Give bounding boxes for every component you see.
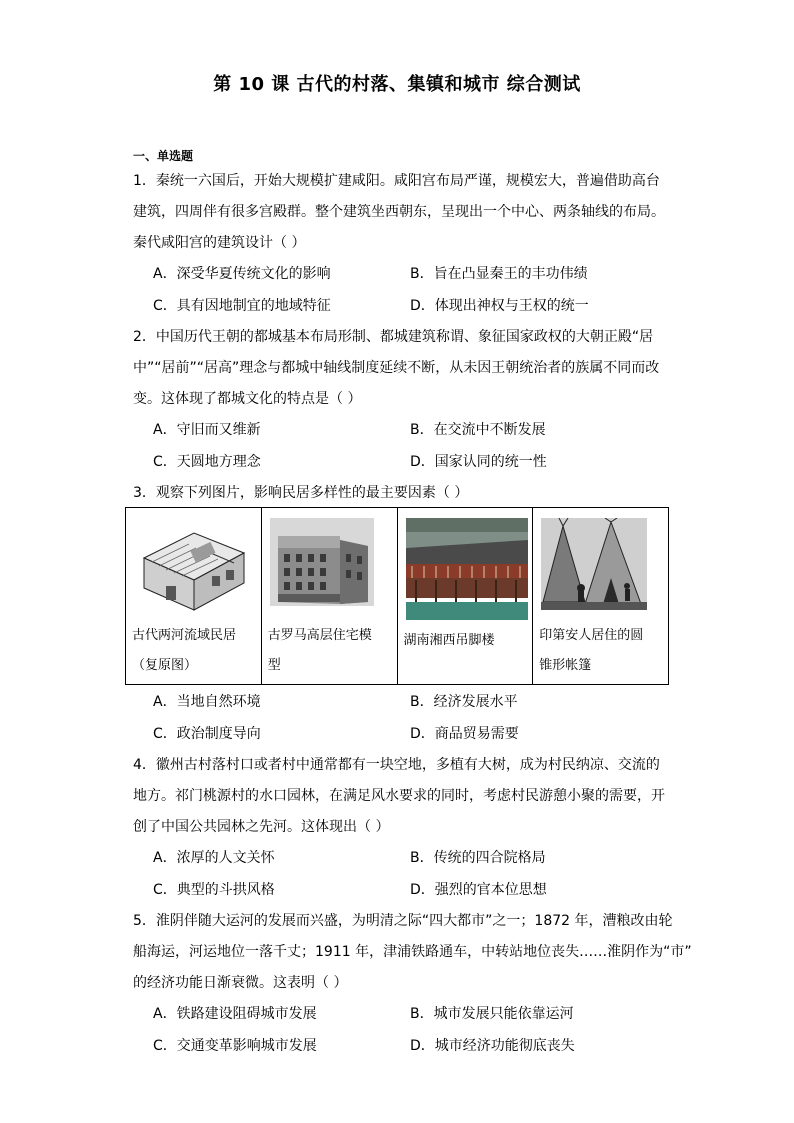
caption-3-line-1: 湖南湘西吊脚楼 [403,633,495,648]
question-4-line-1: 4．徽州古村落村口或者村中通常都有一块空地，多植有大树，成为村民纳凉、交流的 [133,757,660,773]
question-5-option-b: B．城市发展只能依靠运河 [410,1006,574,1022]
question-5-option-c: C．交通变革影响城市发展 [153,1038,317,1054]
question-2-option-c: C．天圆地方理念 [153,454,261,470]
caption-2-line-2: 型 [267,658,281,673]
question-5-line-2: 船海运，河运地位一落千丈；1911 年，津浦铁路通车，中转站地位丧失……淮阴作为“市” [133,944,692,960]
question-1-option-d: D．体现出神权与王权的统一 [410,298,589,314]
picture-cell-2 [261,508,397,685]
picture-cell-1 [126,508,262,685]
question-3-option-d: D．商品贸易需要 [410,726,519,742]
question-2-option-b: B．在交流中不断发展 [410,422,546,438]
roman-building-model-icon [270,518,374,606]
question-3-option-b: B．经济发展水平 [410,694,518,710]
caption-1-line-1: 古代两河流域民居 [132,628,237,643]
ancient-house-drawing-icon [134,518,252,616]
question-2-option-a: A．守旧而又维新 [153,422,261,438]
picture-caption-1 [132,621,252,681]
question-5-option-a: A．铁路建设阻碍城市发展 [153,1006,317,1022]
picture-caption-3 [404,626,524,656]
question-4-option-d: D．强烈的官本位思想 [410,882,547,898]
question-1-line-2: 建筑，四周伴有很多宫殿群。整个建筑坐西朝东，呈现出一个中心、两条轴线的布局。 [133,204,665,220]
question-3-option-a: A．当地自然环境 [153,694,261,710]
question-3-option-c: C．政治制度导向 [153,726,261,742]
question-2-line-3: 变。这体现了都城文化的特点是（ ） [133,391,362,407]
question-5-line-1: 5．淮阴伴随大运河的发展而兴盛，为明清之际“四大都市”之一；1872 年，漕粮改由轮 [133,913,673,929]
stilt-house-photo-icon [406,518,528,620]
question-2-line-2: 中”“居前”“居高”理念与都城中轴线制度延续不断，从未因王朝统治者的族属不同而改 [133,360,660,376]
question-4-option-a: A．浓厚的人文关怀 [153,850,275,866]
caption-1-line-2: （复原图） [132,658,198,673]
question-1-option-a: A．深受华夏传统文化的影响 [153,266,331,282]
question-3-line-1: 3．观察下列图片，影响民居多样性的最主要因素（ ） [133,485,469,501]
question-1-option-b: B．旨在凸显秦王的丰功伟绩 [410,266,588,282]
question-4-line-2: 地方。祁门桃源村的水口园林，在满足风水要求的同时，考虑村民游憩小聚的需要，开 [133,788,665,804]
tipi-tent-drawing-icon [541,518,647,610]
question-4-option-b: B．传统的四合院格局 [410,850,546,866]
picture-cell-4 [533,508,669,685]
caption-4-line-1: 印第安人居住的圆 [539,628,644,643]
question-4-option-c: C．典型的斗拱风格 [153,882,275,898]
picture-cell-3 [397,508,533,685]
section-heading: 一、单选题 [133,149,194,163]
picture-table [125,507,669,685]
question-1-line-1: 1．秦统一六国后，开始大规模扩建咸阳。咸阳宫布局严谨，规模宏大，普遍借助高台 [133,173,660,189]
question-1-option-c: C．具有因地制宜的地域特征 [153,298,331,314]
picture-caption-4 [539,621,659,681]
question-4-line-3: 创了中国公共园林之先河。这体现出（ ） [133,819,390,835]
question-1-line-3: 秦代咸阳宫的建筑设计（ ） [133,235,306,251]
question-5-option-d: D．城市经济功能彻底丧失 [410,1038,575,1054]
caption-4-line-2: 锥形帐篷 [539,658,592,673]
question-5-line-3: 的经济功能日渐衰微。这表明（ ） [133,975,348,991]
picture-caption-2 [268,621,388,681]
caption-2-line-1: 古罗马高层住宅模 [267,628,372,643]
question-2-option-d: D．国家认同的统一性 [410,454,547,470]
question-2-line-1: 2．中国历代王朝的都城基本布局形制、都城建筑称谓、象征国家政权的大朝正殿“居 [133,329,654,345]
page-title: 第 10 课 古代的村落、集镇和城市 综合测试 [213,74,581,95]
